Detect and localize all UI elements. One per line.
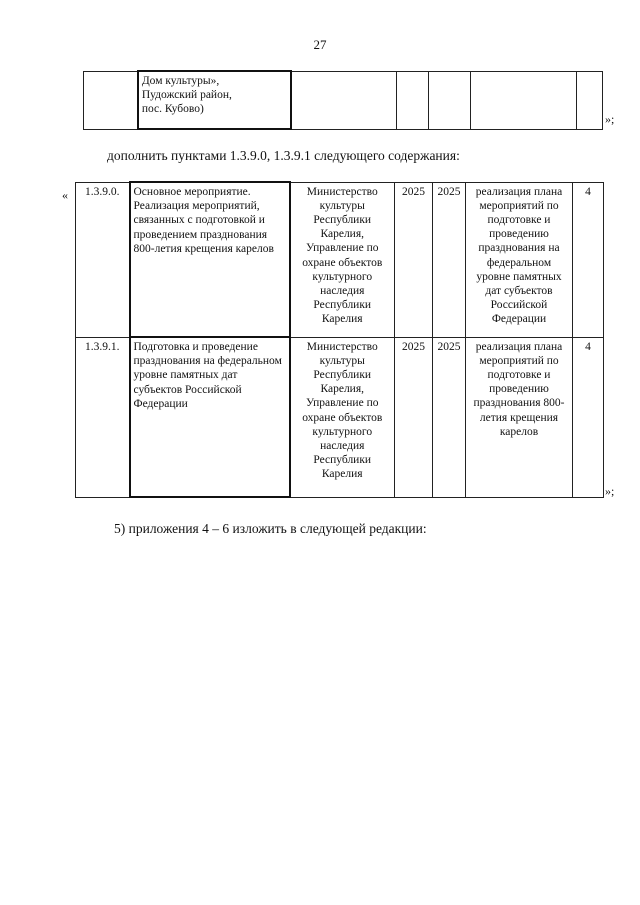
paragraph-2: 5) приложения 4 – 6 изложить в следующей редакции:: [114, 521, 427, 536]
cell: [291, 71, 397, 129]
page-number: 27: [313, 37, 327, 52]
paragraph-1: дополнить пунктами 1.3.9.0, 1.3.9.1 следующего содержания:: [107, 148, 460, 163]
cell-name: Дом культуры», Пудожский район, пос. Кубово): [138, 71, 291, 129]
table-row: [84, 71, 603, 129]
row-result: реализация плана мероприятий по подготовке и проведению празднования на федеральном уровне памятных дат субъектов Российской Федерации: [466, 182, 573, 337]
cell: [396, 71, 428, 129]
row-start-year: 2025: [395, 182, 433, 337]
row-start-year: 2025: [395, 337, 433, 497]
top-table: [83, 70, 603, 130]
cell: [471, 71, 577, 129]
closing-quote: »;: [605, 112, 615, 126]
cell: [428, 71, 470, 129]
row-number: 1.3.9.1.: [76, 337, 130, 497]
row-name: Основное мероприятие. Реализация мероприятий, связанных с подготовкой и проведением празднования 800-летия крещения карелов: [130, 182, 290, 337]
closing-quote: »;: [605, 484, 615, 498]
row-task: 4: [573, 337, 604, 497]
row-end-year: 2025: [433, 182, 466, 337]
opening-quote: «: [62, 188, 68, 202]
row-name: Подготовка и проведение празднования на федеральном уровне памятных дат субъектов Российской Федерации: [130, 337, 290, 497]
row-number: 1.3.9.0.: [76, 182, 130, 337]
row-end-year: 2025: [433, 337, 466, 497]
cell: [576, 71, 602, 129]
table-row: [76, 182, 604, 337]
cell: [84, 71, 138, 129]
row-result: реализация плана мероприятий по подготовке и проведению празднования 800-летия крещения карелов: [466, 337, 573, 497]
main-table: [75, 181, 604, 498]
table-row: [76, 337, 604, 497]
row-executor: Министерство культуры Республики Карелия, Управление по охране объектов культурного наследия Республики Карелия: [290, 182, 395, 337]
row-task: 4: [573, 182, 604, 337]
row-executor: Министерство культуры Республики Карелия, Управление по охране объектов культурного наследия Республики Карелия: [290, 337, 395, 497]
